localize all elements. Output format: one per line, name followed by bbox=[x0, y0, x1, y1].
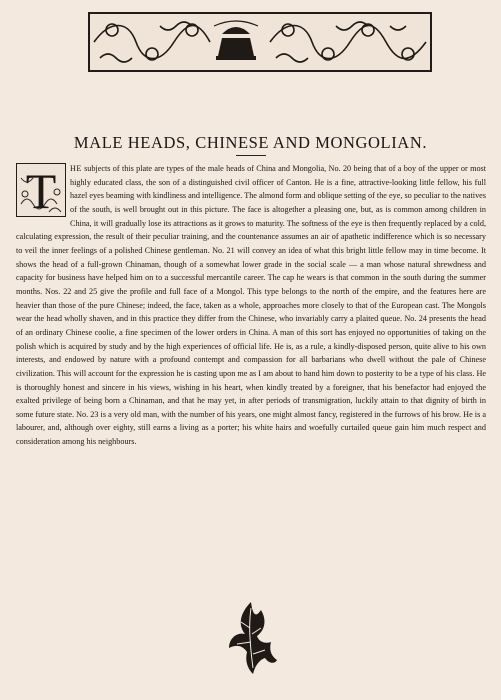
leaf-ornament-icon bbox=[223, 598, 279, 678]
title-rule bbox=[236, 155, 266, 156]
lead-text: HE bbox=[70, 164, 82, 173]
drop-cap bbox=[16, 163, 66, 217]
page-title: MALE HEADS, CHINESE AND MONGOLIAN. bbox=[73, 133, 428, 152]
body-text bbox=[16, 162, 486, 449]
body-paragraph: subjects of this plate are types of the male heads of China and Mongolia, No. 20 being that of a boy of the upper or most highly educated class, the son of a distinguished civil officer of Canton. He is a fine, attractive-looking little fellow, his full hazel eyes beaming with kindliness and intelligence. The almond form and oblique setting of the eye, so peculiar to the natives of the south, is well brought out in this picture. The face is altogether a pleasing one, but, as is common among children in China, it will gradually lose its attractions as it grows to maturity. The softness of the eye is then frequently replaced by a cold, calculating expression, the result of their peculiar training, and the countenance assumes an air of apathetic indifference which is so necessary to veil the inner feelings of a polished Chinese gentleman. No. 21 will convey an idea of what this bright little fellow may in time become. It shows the head of a full-grown Chinaman, though of a somewhat lower grade in the social scale — a man whose natural shrewdness and capacity for business have helped him on to a successful mercantile career. The cap he wears is that common in the south during the summer months. Nos. 22 and 25 give the profile and full face of a Mongol. This type belongs to the north of the empire, and the features here are heavier than those of the pure Chinese; indeed, the face, taken as a whole, approaches more closely to that of the European cast. The Mongols wear the head wholly shaven, and in this practice they differ from the Chinese, who invariably carry a plaited queue. No. 24 presents the head of an ordinary Chinese coolie, a fine specimen of the lower orders in China. A man of this sort has enjoyed no opportunities of taking on the polish which is acquired by study and by the high experiences of official life. He is, as a rule, a kindly-disposed person, quite alive to his own interests, and endowed by nature with a profound contempt and compassion for all barbarians who dwell without the pale of Chinese civilization. This will account for the expression he is casting upon me as I am about to hand him down to posterity to be a type of his class. He is thoroughly honest and sincere in his views, wishing in his heart, when kindly treated by a foreigner, that his benefactor had enjoyed the exalted privilege of being born a Chinaman, and that he may yet, in after periods of transmigration, luckily attain to that dignity of birth in some future state. No. 23 is a very old man, with the number of his years, one might almost fancy, registered in the furrows of his brow. He is a labourer, and, although over eighty, still earns a living as a porter; his white hairs and woefully curtailed queue gain him much respect and consideration among his neighbours. bbox=[16, 164, 486, 447]
ornamental-headpiece bbox=[88, 12, 432, 72]
illuminated-letter-t-icon bbox=[17, 164, 65, 216]
scroll-ornament-icon bbox=[90, 14, 430, 70]
floral-tailpiece bbox=[223, 598, 279, 678]
drop-cap-letter: T bbox=[25, 164, 57, 216]
